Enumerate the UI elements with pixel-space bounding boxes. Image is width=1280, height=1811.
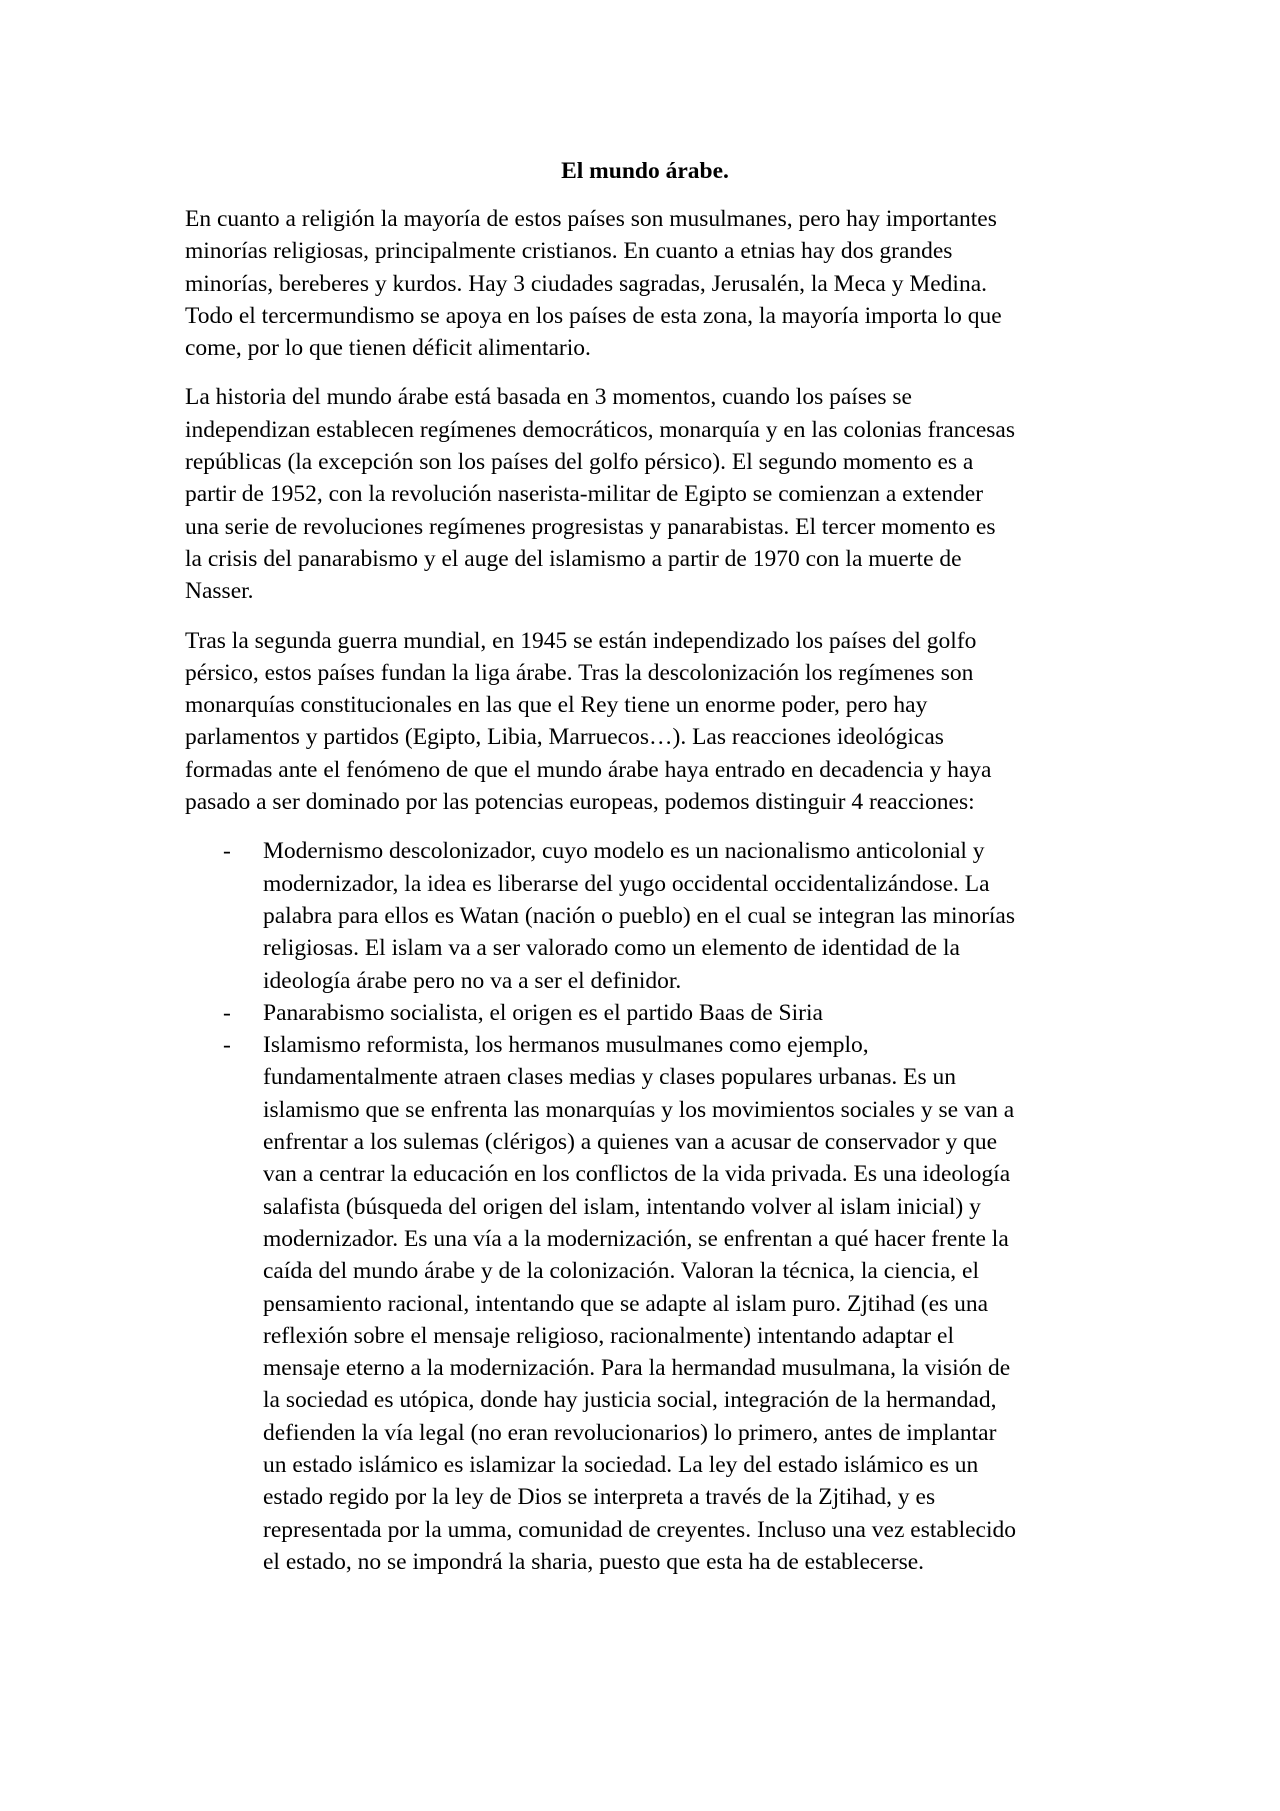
list-item <box>185 835 1145 996</box>
text-line: Modernismo descolonizador, cuyo modelo es un nacionalismo anticolonial y <box>263 838 985 865</box>
list-item <box>185 1029 1145 1578</box>
text-line: enfrentar a los sulemas (clérigos) a quienes van a acusar de conservador y que <box>263 1129 998 1156</box>
text-line: estado regido por la ley de Dios se interpreta a través de la Zjtihad, y es <box>263 1484 936 1511</box>
text-line: repúblicas (la excepción son los países del golfo pérsico). El segundo momento es a <box>185 449 974 476</box>
text-line: Todo el tercermundismo se apoya en los países de esta zona, la mayoría importa lo que <box>185 302 1002 329</box>
text-line: van a centrar la educación en los conflictos de la vida privada. Es una ideología <box>263 1161 1011 1188</box>
text-line: salafista (búsqueda del origen del islam, intentando volver al islam inicial) y <box>263 1193 981 1220</box>
text-line: caída del mundo árabe y de la colonización. Valoran la técnica, la ciencia, el <box>263 1258 979 1285</box>
text-line: ideología árabe pero no va a ser el definidor. <box>263 967 682 994</box>
text-line: el estado, no se impondrá la sharia, puesto que esta ha de establecerse. <box>263 1548 925 1575</box>
text-line: Panarabismo socialista, el origen es el partido Baas de Siria <box>263 999 823 1026</box>
text-line: pérsico, estos países fundan la liga árabe. Tras la descolonización los regímenes son <box>185 659 974 686</box>
text-line: Nasser. <box>185 578 254 605</box>
text-line: independizan establecen regímenes democráticos, monarquía y en las colonias francesas <box>185 416 1015 443</box>
text-line: reflexión sobre el mensaje religioso, racionalmente) intentando adaptar el <box>263 1322 955 1349</box>
text-line: modernizador. Es una vía a la modernización, se enfrentan a qué hacer frente la <box>263 1225 1009 1252</box>
text-line: modernizador, la idea es liberarse del yugo occidental occidentalizándose. La <box>263 870 990 897</box>
text-line: representada por la umma, comunidad de creyentes. Incluso una vez establecido <box>263 1516 1016 1543</box>
text-line: la sociedad es utópica, donde hay justicia social, integración de la hermandad, <box>263 1387 997 1414</box>
text-line: mensaje eterno a la modernización. Para la hermandad musulmana, la visión de <box>263 1355 1011 1382</box>
text-line: una serie de revoluciones regímenes progresistas y panarabistas. El tercer momento es <box>185 513 996 540</box>
text-line: minorías, bereberes y kurdos. Hay 3 ciudades sagradas, Jerusalén, la Meca y Medina. <box>185 270 987 297</box>
text-line: minorías religiosas, principalmente cristianos. En cuanto a etnias hay dos grandes <box>185 238 953 265</box>
text-line: partir de 1952, con la revolución naserista-militar de Egipto se comienzan a extender <box>185 481 984 508</box>
text-line: monarquías constitucionales en las que el Rey tiene un enorme poder, pero hay <box>185 692 928 719</box>
dash-bullet-icon: - <box>223 1032 231 1059</box>
text-line: pensamiento racional, intentando que se adapte al islam puro. Zjtihad (es una <box>263 1290 989 1317</box>
text-line: palabra para ellos es Watan (nación o pueblo) en el cual se integran las minorías <box>263 902 1015 929</box>
text-line: religiosas. El islam va a ser valorado como un elemento de identidad de la <box>263 935 960 962</box>
paragraph <box>185 625 1145 819</box>
dash-bullet-icon: - <box>223 999 231 1026</box>
text-line: islamismo que se enfrenta las monarquías y los movimientos sociales y se van a <box>263 1096 1015 1123</box>
reactions-list <box>185 835 1145 1578</box>
text-line: Islamismo reformista, los hermanos musulmanes como ejemplo, <box>263 1032 869 1059</box>
document-body <box>185 203 1145 1578</box>
list-item <box>185 997 1145 1029</box>
text-line: fundamentalmente atraen clases medias y clases populares urbanas. Es un <box>263 1064 956 1091</box>
text-line: La historia del mundo árabe está basada en 3 momentos, cuando los países se <box>185 384 912 411</box>
text-line: un estado islámico es islamizar la sociedad. La ley del estado islámico es un <box>263 1451 979 1478</box>
text-line: Tras la segunda guerra mundial, en 1945 se están independizado los países del golfo <box>185 627 977 654</box>
text-line: la crisis del panarabismo y el auge del islamismo a partir de 1970 con la muerte de <box>185 545 962 572</box>
text-line: En cuanto a religión la mayoría de estos países son musulmanes, pero hay importantes <box>185 206 997 232</box>
text-line: come, por lo que tienen déficit alimentario. <box>185 335 591 362</box>
text-line: formadas ante el fenómeno de que el mundo árabe haya entrado en decadencia y haya <box>185 756 992 783</box>
dash-bullet-icon: - <box>223 838 231 865</box>
paragraph <box>185 381 1145 607</box>
paragraph <box>185 203 1145 364</box>
text-line: defienden la vía legal (no eran revolucionarios) lo primero, antes de implantar <box>263 1419 997 1446</box>
document-title: El mundo árabe. <box>561 158 729 184</box>
text-line: pasado a ser dominado por las potencias europeas, podemos distinguir 4 reacciones: <box>185 789 975 816</box>
text-line: parlamentos y partidos (Egipto, Libia, Marruecos…). Las reacciones ideológicas <box>185 724 944 751</box>
